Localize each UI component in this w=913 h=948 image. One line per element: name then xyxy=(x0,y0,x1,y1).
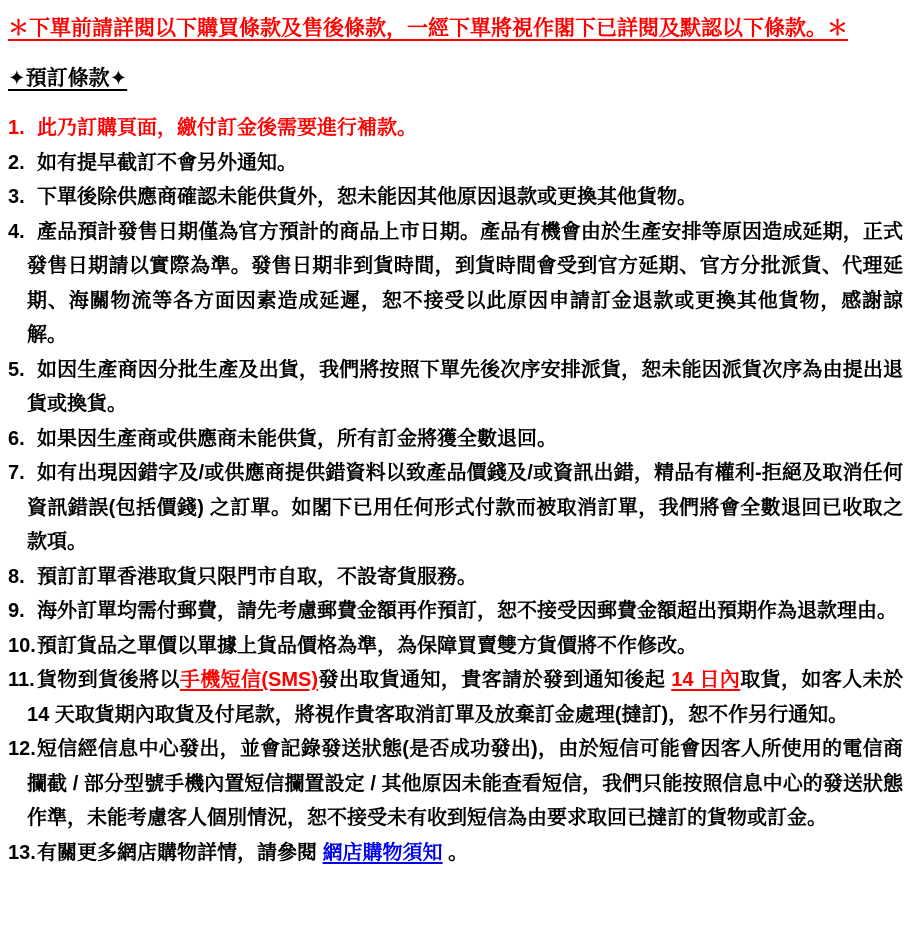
term-item-1 xyxy=(8,111,903,146)
pickup-deadline-highlight: 14 日內 xyxy=(671,669,741,691)
term-text: 如果因生產商或供應商未能供貨，所有訂金將獲全數退回。 xyxy=(37,427,557,450)
term-item-10 xyxy=(8,629,903,664)
term-text: 有關更多網店購物詳情，請參閱 xyxy=(37,841,323,864)
term-item-13 xyxy=(8,836,903,871)
term-number: 9. xyxy=(8,600,25,622)
section-heading-preorder-terms: ✦預訂條款✦ xyxy=(8,67,128,90)
term-text: 預訂貨品之單價以單據上貨品價格為準，為保障買賣雙方貨價將不作修改。 xyxy=(37,634,697,657)
term-number: 2. xyxy=(8,151,25,174)
term-text: 如有出現因錯字及/或供應商提供錯資料以致產品價錢及/或資訊出錯，精品有權利-拒絕及取消任何資訊錯誤(包括價錢) 之訂單。如閣下已用任何形式付款而被取消訂單，我們將會全數退回已收取之款項。 xyxy=(27,462,903,553)
term-item-2 xyxy=(8,146,903,181)
term-item-11 xyxy=(8,663,903,732)
shop-guide-link[interactable]: 網店購物須知 xyxy=(322,841,443,864)
term-text: 產品預計發售日期僅為官方預計的商品上市日期。產品有機會由於生產安排等原因造成延期，正式發售日期請以實際為準。發售日期非到貨時間，到貨時間會受到官方延期、官方分批派貨、代理延期、海關物流等各方面因素造成延遲，恕不接受以此原因申請訂金退款或更換其他貨物，感謝諒解。 xyxy=(27,220,903,346)
term-item-8 xyxy=(8,560,903,595)
term-text: 海外訂單均需付郵費，請先考慮郵費金額再作預訂，恕不接受因郵費金額超出預期作為退款理由。 xyxy=(37,600,897,622)
term-text: 短信經信息中心發出，並會記錄發送狀態(是否成功發出)，由於短信可能會因客人所使用的電信商攔截 / 部分型號手機內置短信攔置設定 / 其他原因未能查看短信，我們只能按照信息中心的發送狀態作準，未能考慮客人個別情況，恕不接受未有收到短信為由要求取回已撻訂的貨物或訂金。 xyxy=(27,738,903,829)
term-number: 10. xyxy=(8,634,36,657)
term-text: 如有提早截訂不會另外通知。 xyxy=(37,151,297,174)
term-number: 1. xyxy=(8,117,25,139)
term-text: 取貨，如客人未於 14 天取貨期內取貨及付尾款，將視作貴客取消訂單及放棄訂金處理(撻訂)，恕不作另行通知。 xyxy=(27,669,903,726)
term-number: 8. xyxy=(8,565,25,588)
term-number: 11. xyxy=(8,669,35,691)
term-number: 4. xyxy=(8,220,25,243)
term-text: 下單後除供應商確認未能供貨外，恕未能因其他原因退款或更換其他貨物。 xyxy=(37,186,697,208)
term-text: 如因生產商因分批生產及出貨，我們將按照下單先後次序安排派貨，恕未能因派貨次序為由提出退貨或換貨。 xyxy=(27,358,903,415)
term-item-5 xyxy=(8,353,903,422)
term-number: 12. xyxy=(8,738,36,760)
term-item-9 xyxy=(8,594,903,629)
term-item-7 xyxy=(8,456,903,560)
term-item-6 xyxy=(8,422,903,457)
term-number: 13. xyxy=(8,841,36,864)
term-item-4 xyxy=(8,215,903,353)
term-number: 5. xyxy=(8,358,25,381)
term-item-12 xyxy=(8,732,903,836)
term-number: 7. xyxy=(8,462,25,484)
sms-highlight: 手機短信(SMS) xyxy=(179,669,319,691)
term-number: 3. xyxy=(8,186,25,208)
term-text: 預訂訂單香港取貨只限門市自取，不設寄貨服務。 xyxy=(37,565,477,588)
term-number: 6. xyxy=(8,427,25,450)
term-item-3 xyxy=(8,180,903,215)
term-text: 發出取貨通知，貴客請於發到通知後起 xyxy=(318,669,672,691)
term-text: 貨物到貨後將以 xyxy=(37,669,180,691)
terms-list xyxy=(8,111,903,870)
term-text: 。 xyxy=(442,841,469,864)
term-text: 此乃訂購頁面，繳付訂金後需要進行補款。 xyxy=(37,117,417,139)
purchase-terms-notice: ＊下單前請詳閱以下購買條款及售後條款，一經下單將視作閣下已詳閱及默認以下條款。＊ xyxy=(8,17,848,40)
